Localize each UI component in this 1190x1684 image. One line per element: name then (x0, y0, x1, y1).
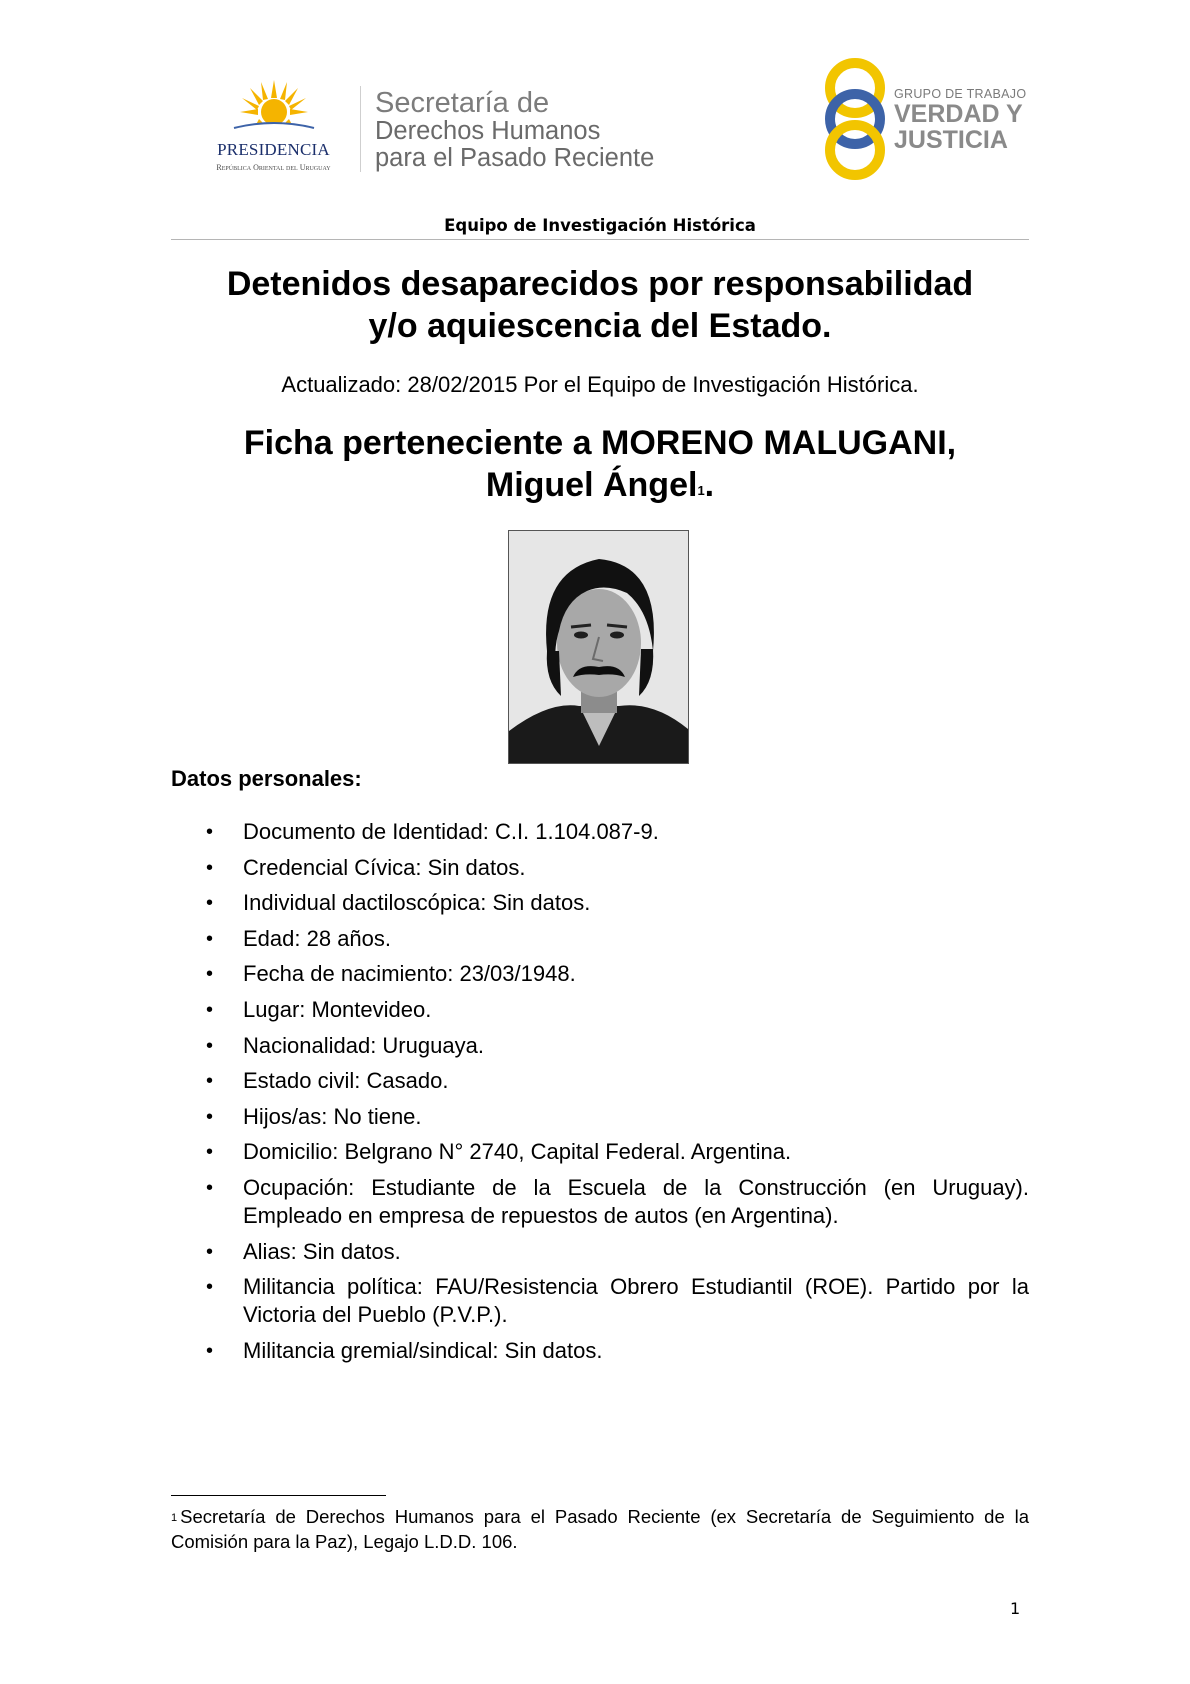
list-item-text: Fecha de nacimiento: 23/03/1948. (243, 961, 576, 987)
bullet-icon: • (206, 998, 214, 1021)
list-item (171, 925, 1029, 953)
list-item-text: Militancia política: FAU/Resistencia Obrero Estudiantil (ROE). Partido por la Victoria del Pueblo (P.V.P.). (243, 1274, 1029, 1328)
bullet-icon: • (206, 1070, 214, 1093)
list-item-text: Estado civil: Casado. (243, 1068, 449, 1094)
bullet-icon: • (206, 963, 214, 986)
title-line1: Detenidos desaparecidos por responsabilidad (226, 265, 974, 303)
portrait-photo (508, 530, 689, 764)
list-item-text: Domicilio: Belgrano N° 2740, Capital Federal. Argentina. (243, 1139, 792, 1165)
verdad-label: VERDAD Y (894, 100, 1023, 128)
justicia-label: JUSTICIA (894, 126, 1008, 154)
bullet-icon: • (206, 1105, 214, 1128)
page-number: 1 (1010, 1599, 1021, 1618)
list-item-text: Documento de Identidad: C.I. 1.104.087-9. (243, 819, 659, 844)
list-item (171, 1174, 1029, 1230)
list-item (171, 1273, 1029, 1329)
list-item (171, 996, 1029, 1024)
footnote-text: Secretaría de Derechos Humanos para el Pasado Reciente (ex Secretaría de Seguimiento de la Comisión para la Paz), Legajo L.D.D. 106. (171, 1506, 1029, 1552)
secretaria-line1: Secretaría de (375, 87, 550, 119)
sun-emblem-icon (232, 78, 316, 140)
record-line2: Miguel Ángel (485, 466, 698, 504)
list-item-text: Alias: Sin datos. (243, 1238, 401, 1264)
list-item-text: Edad: 28 años. (243, 925, 392, 951)
list-item-text: Nacionalidad: Uruguaya. (243, 1032, 484, 1058)
record-line2-end: . (704, 466, 715, 504)
grupo-trabajo-label: GRUPO DE TRABAJO (894, 87, 1027, 101)
document-title (171, 263, 1029, 347)
list-item (171, 1103, 1029, 1131)
bullet-icon: • (206, 821, 214, 843)
presidencia-name: PRESIDENCIA (217, 140, 330, 159)
list-item (171, 889, 1029, 917)
footnote-number: 1 (171, 1512, 178, 1524)
footnote (171, 1504, 1029, 1554)
personal-data-list (171, 818, 1029, 1372)
bullet-icon: • (206, 1176, 214, 1199)
secretaria-line3: para el Pasado Reciente (375, 144, 655, 172)
title-line2: y/o aquiescencia del Estado. (368, 307, 832, 345)
secretaria-logo-text (375, 88, 654, 172)
list-item (171, 1238, 1029, 1266)
bullet-icon: • (206, 1240, 214, 1263)
bullet-icon: • (206, 892, 214, 915)
list-item-text: Hijos/as: No tiene. (243, 1103, 422, 1129)
list-item-text: Individual dactiloscópica: Sin datos. (243, 890, 591, 916)
secretaria-line2: Derechos Humanos (375, 117, 601, 145)
record-line1: Ficha perteneciente a MORENO MALUGANI, (243, 424, 957, 462)
list-item (171, 1032, 1029, 1060)
footnote-ref[interactable]: 1 (697, 483, 705, 498)
presidencia-logo (196, 78, 351, 178)
list-item (171, 960, 1029, 988)
team-header: Equipo de Investigación Histórica (444, 216, 756, 235)
list-item (171, 1067, 1029, 1095)
bullet-icon: • (206, 856, 214, 879)
logo-divider (360, 86, 361, 172)
bullet-icon: • (206, 927, 214, 950)
portrait-illustration (509, 531, 688, 763)
verdad-justicia-logo (820, 57, 1030, 182)
list-item-text: Lugar: Montevideo. (243, 996, 432, 1022)
record-line2-wrap (171, 464, 1029, 506)
list-item (171, 854, 1029, 882)
header-rule (171, 239, 1029, 240)
bullet-icon: • (206, 1276, 214, 1299)
updated-note: Actualizado: 28/02/2015 Por el Equipo de Investigación Histórica. (281, 372, 919, 397)
presidencia-subtitle: República Oriental del Uruguay (216, 163, 331, 172)
bullet-icon: • (206, 1339, 214, 1362)
list-item (171, 1337, 1029, 1365)
list-item-text: Ocupación: Estudiante de la Escuela de la Construcción (en Uruguay). Empleado en empresa de repuestos de autos (en Argentina). (243, 1174, 1029, 1228)
record-title (171, 422, 1029, 506)
list-item (171, 818, 1029, 846)
list-item-text: Credencial Cívica: Sin datos. (243, 854, 526, 880)
interlocked-rings-icon (820, 57, 890, 182)
bullet-icon: • (206, 1034, 214, 1057)
section-heading: Datos personales: (171, 766, 362, 791)
list-item-text: Militancia gremial/sindical: Sin datos. (243, 1337, 603, 1363)
list-item (171, 1138, 1029, 1166)
footnote-rule (171, 1495, 386, 1496)
bullet-icon: • (206, 1141, 214, 1164)
